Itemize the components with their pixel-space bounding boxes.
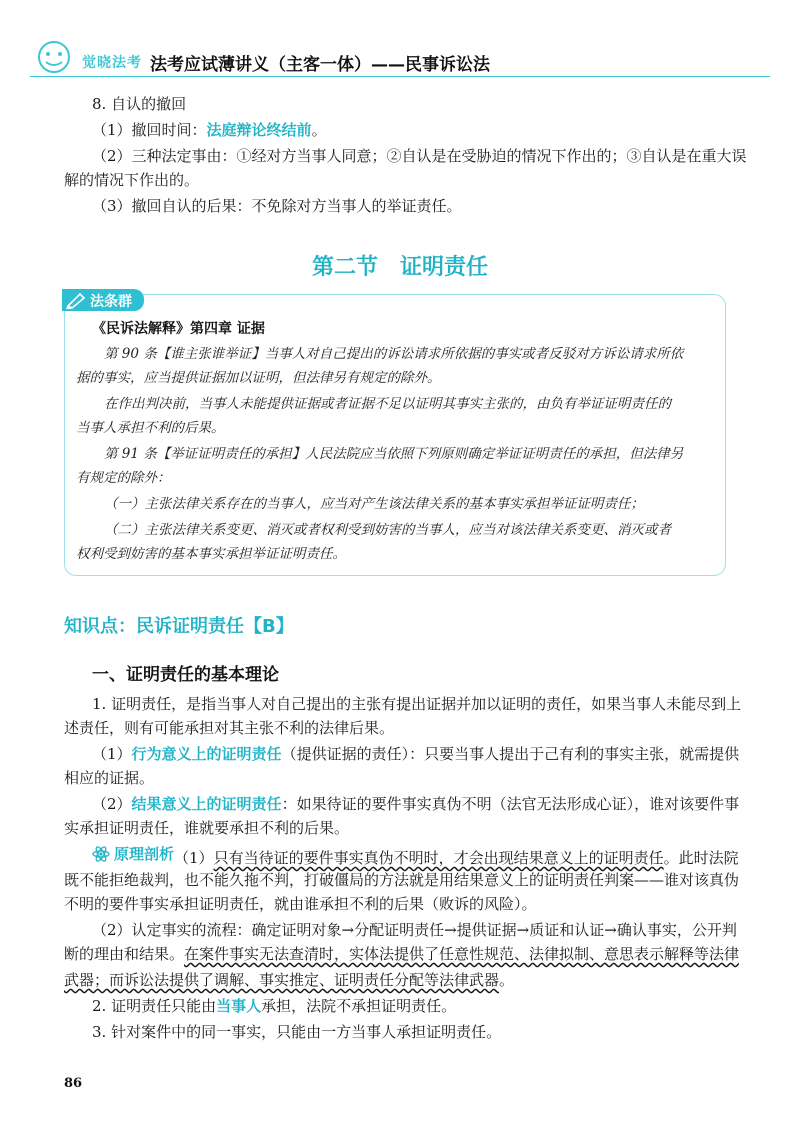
withdrawal-heading: 8. 自认的撤回 — [92, 95, 187, 113]
paragraph-2-highlight: 行为意义上的证明责任 — [131, 745, 282, 763]
paragraph-2-line-2: 相应的证据。 — [64, 769, 155, 787]
paragraph-1-line-2: 述责任，则有可能承担对其主张不利的法律后果。 — [64, 719, 395, 737]
analysis-2-underlined-end: 武器；而诉讼法提供了调解、事实推定、证明责任分配等法律武器 — [64, 971, 500, 989]
paragraph-2-line-1 — [92, 742, 739, 766]
law-line: （一）主张法律关系存在的当事人，应当对产生该法律关系的基本事实承担举证证明责任； — [104, 496, 644, 512]
law-tag — [62, 289, 144, 311]
brand-logo-icon — [32, 40, 76, 74]
paragraph-3-prefix: （2） — [92, 795, 132, 813]
running-title: 法考应试薄讲义（主客一体）——民事诉讼法 — [150, 55, 490, 75]
paragraph-5: 3. 针对案件中的同一事实，只能由一方当事人承担证明责任。 — [92, 1023, 502, 1041]
paragraph-4-suffix: 承担，法院不承担证明责任。 — [261, 997, 457, 1015]
paragraph-4 — [92, 994, 456, 1018]
law-line: 在作出判决前，当事人未能提供证据或者证据不足以证明其事实主张的，由负有举证证明责任的 — [104, 396, 671, 412]
law-line: 据的事实，应当提供证据加以证明，但法律另有规定的除外。 — [76, 370, 441, 386]
withdrawal-item-1-suffix: 。 — [311, 121, 327, 139]
law-tag-label: 法条群 — [90, 294, 132, 310]
law-heading: 《民诉法解释》第四章 证据 — [92, 321, 265, 337]
law-line: 权利受到妨害的基本事实承担举证证明责任。 — [76, 546, 346, 562]
section-title: 第二节 证明责任 — [311, 255, 488, 280]
paragraph-1-line-1: 1. 证明责任，是指当事人对自己提出的主张有提出证据并加以证明的责任，如果当事人未能尽到上 — [92, 695, 742, 713]
knowledge-point-title: 知识点：民诉证明责任【B】 — [64, 616, 294, 637]
page-number: 86 — [64, 1076, 83, 1091]
paragraph-3-highlight: 结果意义上的证明责任 — [131, 795, 282, 813]
paragraph-2-suffix: （提供证据的责任）：只要当事人提出于己有利的事实主张，就需提供 — [281, 745, 740, 763]
atom-icon — [92, 845, 110, 863]
withdrawal-item-1-prefix: （1）撤回时间： — [92, 121, 207, 139]
brand-name: 觉晓法考 — [82, 55, 142, 71]
subsection-title: 一、证明责任的基本理论 — [92, 665, 279, 685]
paragraph-4-prefix: 2. 证明责任只能由 — [92, 997, 217, 1015]
law-line: 当事人承担不利的后果。 — [76, 420, 225, 436]
analysis-tag — [92, 842, 174, 866]
law-line: 第 90 条【谁主张谁举证】当事人对自己提出的诉讼请求所依据的事实或者反驳对方诉讼请求所依 — [104, 346, 684, 362]
analysis-2-line-2 — [64, 942, 739, 966]
page-header — [0, 0, 800, 78]
analysis-line-1 — [92, 842, 739, 870]
analysis-label: 原理剖析 — [114, 845, 175, 863]
paragraph-3-line-1 — [92, 792, 739, 816]
analysis-2-suffix: 。 — [499, 971, 515, 989]
withdrawal-item-1-highlight: 法庭辩论终结前 — [206, 121, 312, 139]
withdrawal-item-2-line-2: 解的情况下作出的。 — [64, 171, 200, 189]
withdrawal-item-2-line-1: （2）三种法定事由：①经对方当事人同意；②自认是在受胁迫的情况下作出的；③自认是在重大误 — [92, 147, 747, 165]
law-line: 第 91 条【举证证明责任的承担】人民法院应当依照下列原则确定举证证明责任的承担，但法律另 — [104, 446, 684, 462]
analysis-1-suffix: 。此时法院 — [663, 849, 739, 867]
law-line: 有规定的除外： — [76, 470, 171, 486]
withdrawal-item-3: （3）撤回自认的后果：不免除对方当事人的举证责任。 — [92, 197, 462, 215]
analysis-1-line-3: 不明的要件事实承担证明责任，就由谁承担不利的后果（败诉的风险）。 — [64, 895, 537, 913]
analysis-1-line-2: 既不能拒绝裁判，也不能久拖不判，打破僵局的方法就是用结果意义上的证明责任判案——谁对该真伪 — [64, 871, 740, 889]
analysis-2-line-3 — [64, 968, 514, 992]
paragraph-4-highlight: 当事人 — [216, 997, 262, 1015]
analysis-2-line-1: （2）认定事实的流程：确定证明对象→分配证明责任→提供证据→质证和认证→确认事实，公开判 — [92, 921, 737, 939]
analysis-2-plain: 断的理由和结果。 — [64, 945, 185, 963]
analysis-2-underlined: 在案件事实无法查清时，实体法提供了任意性规范、法律拟制、意思表示解释等法律 — [184, 945, 740, 963]
paragraph-3-line-2: 实承担证明责任，谁就要承担不利的后果。 — [64, 819, 350, 837]
paragraph-2-prefix: （1） — [92, 745, 132, 763]
analysis-1-prefix: （1） — [174, 849, 214, 867]
analysis-1-underlined: 只有当待证的要件事实真伪不明时，才会出现结果意义上的证明责任 — [213, 849, 664, 867]
header-rule — [30, 76, 770, 77]
pencil-icon — [65, 291, 87, 309]
withdrawal-item-1 — [92, 118, 327, 142]
law-line: （二）主张法律关系变更、消灭或者权利受到妨害的当事人，应当对该法律关系变更、消灭或者 — [104, 522, 671, 538]
paragraph-3-suffix: ：如果待证的要件事实真伪不明（法官无法形成心证），谁对该要件事 — [281, 795, 740, 813]
